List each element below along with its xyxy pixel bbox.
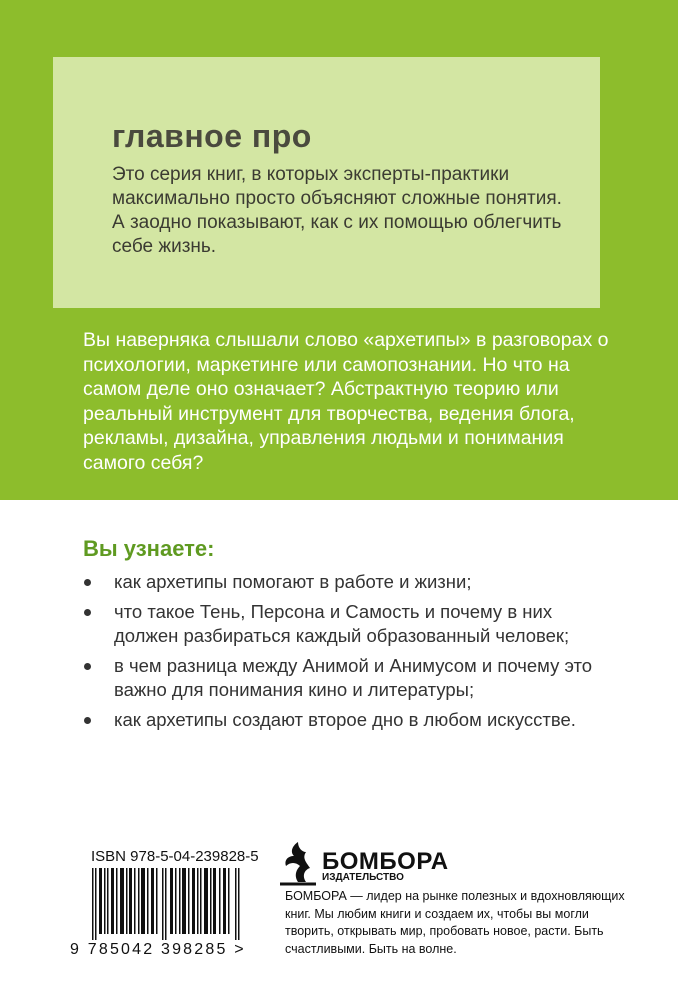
learn-list-item bbox=[83, 600, 603, 648]
learn-item-text: что такое Тень, Персона и Самость и почему в них должен разбираться каждый образованный человек; bbox=[114, 601, 570, 646]
barcode-icon bbox=[92, 868, 242, 940]
bullet-icon bbox=[84, 663, 91, 670]
bullet-icon bbox=[84, 609, 91, 616]
publisher-name: БОМБОРА bbox=[322, 848, 449, 875]
series-description: Это серия книг, в которых эксперты-практики максимально просто объясняют сложные понятия. А заодно показывают, как с их помощью облегчить себе жизнь. bbox=[112, 164, 562, 257]
learn-item-text: как архетипы создают второе дно в любом искусстве. bbox=[114, 709, 576, 730]
learn-list-item bbox=[83, 654, 603, 702]
publisher-description: БОМБОРА — лидер на рынке полезных и вдохновляющих книг. Мы любим книги и создаем их, чтобы вы могли творить, открывать мир, пробовать новое, расти. Быть счастливыми. Быть на волне. bbox=[285, 889, 625, 956]
isbn-label: ISBN 978-5-04-239828-5 bbox=[91, 848, 259, 865]
bullet-icon bbox=[84, 579, 91, 586]
bombora-wave-logo-icon bbox=[276, 840, 320, 886]
series-title: главное про bbox=[112, 118, 312, 154]
learn-heading: Вы узнаете: bbox=[83, 536, 215, 561]
learn-list-item bbox=[83, 708, 603, 732]
barcode-digits: 9 785042 398285 > bbox=[70, 941, 246, 958]
learn-item-text: в чем разница между Анимой и Анимусом и почему это важно для понимания кино и литературы; bbox=[114, 655, 593, 700]
learn-item-text: как архетипы помогают в работе и жизни; bbox=[114, 571, 472, 592]
learn-list bbox=[83, 570, 603, 738]
bullet-icon bbox=[84, 717, 91, 724]
book-intro-paragraph: Вы наверняка слышали слово «архетипы» в разговорах о психологии, маркетинге или самопознании. Но что на самом деле оно означает? Абстрактную теорию или реальный инструмент для творчества, ведения блога, рекламы, дизайна, управления людьми и понимания самого себя? bbox=[83, 329, 609, 474]
publisher-subtitle: ИЗДАТЕЛЬСТВО bbox=[322, 872, 404, 883]
learn-list-item bbox=[83, 570, 603, 594]
